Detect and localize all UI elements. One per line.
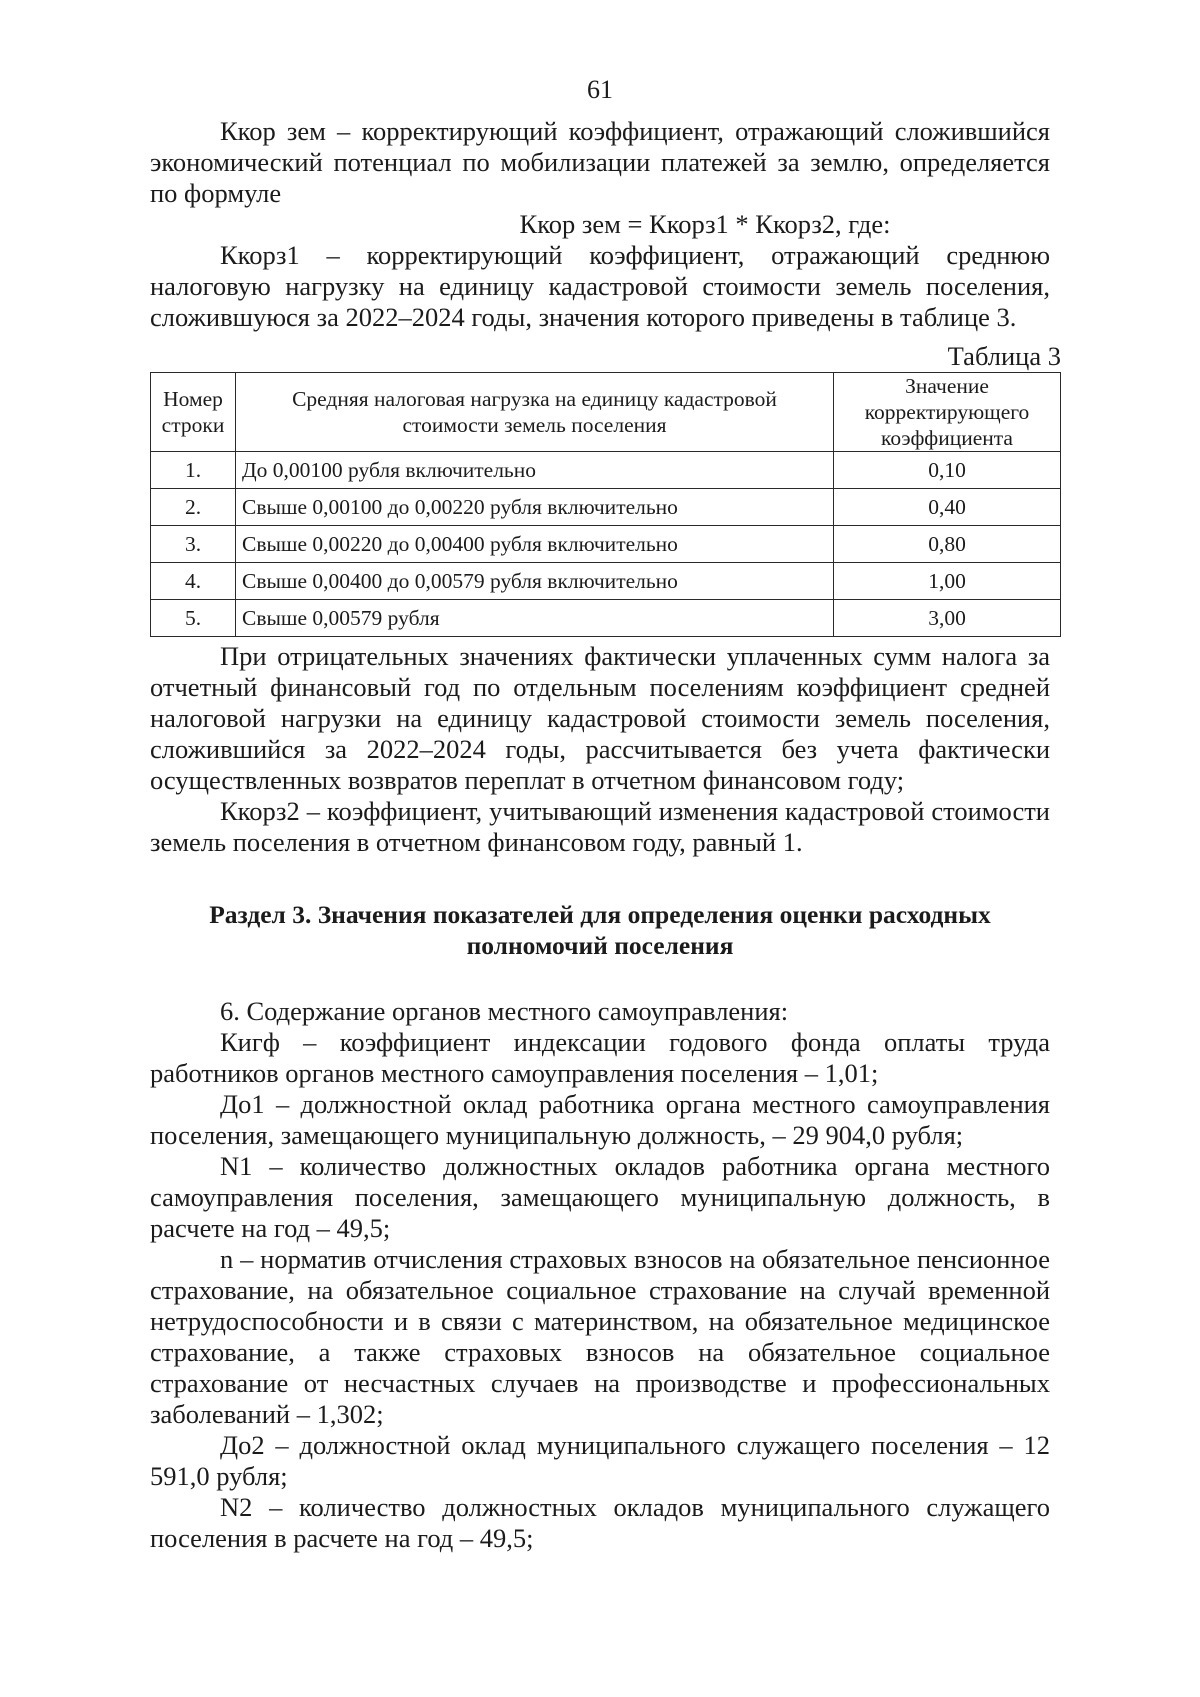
paragraph-negative-values: При отрицательных значениях фактически уплаченных сумм налога за отчетный финансовый год по отдельным поселениям коэффициент средней налоговой нагрузки на единицу кадастровой стоимости земель поселения, сложившийся за 2022–2024 годы, рассчитывается без учета фактически осуществленных возвратов переплат в отчетном финансовом году; <box>150 641 1050 795</box>
paragraph-do2: До2 – должностной оклад муниципального служащего поселения – 12 591,0 рубля; <box>150 1430 1050 1491</box>
table-header-row <box>151 373 1061 452</box>
paragraph-n2: N2 – количество должностных окладов муниципального служащего поселения в расчете на год – 49,5; <box>150 1492 1050 1553</box>
row-number: 2. <box>151 489 236 526</box>
paragraph-n1: N1 – количество должностных окладов работника органа местного самоуправления поселения, замещающего муниципальную должность, в расчете на год – 49,5; <box>150 1151 1050 1243</box>
paragraph-kkorz1: Ккорз1 – корректирующий коэффициент, отражающий среднюю налоговую нагрузку на единицу кадастровой стоимости земель поселения, сложившуюся за 2022–2024 годы, значения которого приведены в таблице 3. <box>150 240 1050 332</box>
coefficient-table <box>150 372 1061 637</box>
paragraph-kkorz2: Ккорз2 – коэффициент, учитывающий изменения кадастровой стоимости земель поселения в отчетном финансовом году, равный 1. <box>150 796 1050 857</box>
item-6-section <box>150 996 1050 1554</box>
row-number: 4. <box>151 563 236 600</box>
row-range: Свыше 0,00579 рубля <box>236 600 834 637</box>
row-value: 3,00 <box>834 600 1061 637</box>
row-range: Свыше 0,00100 до 0,00220 рубля включительно <box>236 489 834 526</box>
row-value: 0,80 <box>834 526 1061 563</box>
section-3-heading-line1: Раздел 3. Значения показателей для определения оценки расходных <box>209 900 991 929</box>
table-row <box>151 600 1061 637</box>
paragraph-kigf: Кигф – коэффициент индексации годового фонда оплаты труда работников органов местного самоуправления поселения – 1,01; <box>150 1027 1050 1088</box>
section-3-heading-line2: полномочий поселения <box>466 931 734 960</box>
intro-section <box>150 116 1050 333</box>
header-tax-load: Средняя налоговая нагрузка на единицу кадастровой стоимости земель поселения <box>236 373 834 452</box>
row-range: Свыше 0,00400 до 0,00579 рубля включительно <box>236 563 834 600</box>
row-number: 3. <box>151 526 236 563</box>
section-3-heading <box>150 899 1050 961</box>
table-caption-wrap <box>150 341 1061 372</box>
formula-kkor-zem: Ккор зем = Ккорз1 * Ккорз2, где: <box>519 209 891 239</box>
paragraph-item-6-title: 6. Содержание органов местного самоуправления: <box>220 996 789 1026</box>
row-range: До 0,00100 рубля включительно <box>236 452 834 489</box>
header-coefficient-value: Значение корректирующего коэффициента <box>834 373 1061 452</box>
row-value: 1,00 <box>834 563 1061 600</box>
header-row-number: Номер строки <box>151 373 236 452</box>
row-value: 0,40 <box>834 489 1061 526</box>
row-range: Свыше 0,00220 до 0,00400 рубля включительно <box>236 526 834 563</box>
row-number: 1. <box>151 452 236 489</box>
table-row <box>151 563 1061 600</box>
table-row <box>151 526 1061 563</box>
paragraph-kkor-zem: Ккор зем – корректирующий коэффициент, отражающий сложившийся экономический потенциал по мобилизации платежей за землю, определяется по формуле <box>150 116 1050 208</box>
table-row <box>151 452 1061 489</box>
page-number: 61 <box>587 75 613 104</box>
table-caption: Таблица 3 <box>947 341 1061 371</box>
table-row <box>151 489 1061 526</box>
paragraph-n-insurance: n – норматив отчисления страховых взносов на обязательное пенсионное страхование, на обязательное социальное страхование на случай временной нетрудоспособности и в связи с материнством, на обязательное медицинское страхование, а также страховых взносов на обязательное социальное страхование от несчастных случаев на производстве и профессиональных заболеваний – 1,302; <box>150 1244 1050 1429</box>
after-table-section <box>150 641 1050 858</box>
paragraph-do1: До1 – должностной оклад работника органа местного самоуправления поселения, замещающего муниципальную должность, – 29 904,0 рубля; <box>150 1089 1050 1150</box>
row-value: 0,10 <box>834 452 1061 489</box>
row-number: 5. <box>151 600 236 637</box>
